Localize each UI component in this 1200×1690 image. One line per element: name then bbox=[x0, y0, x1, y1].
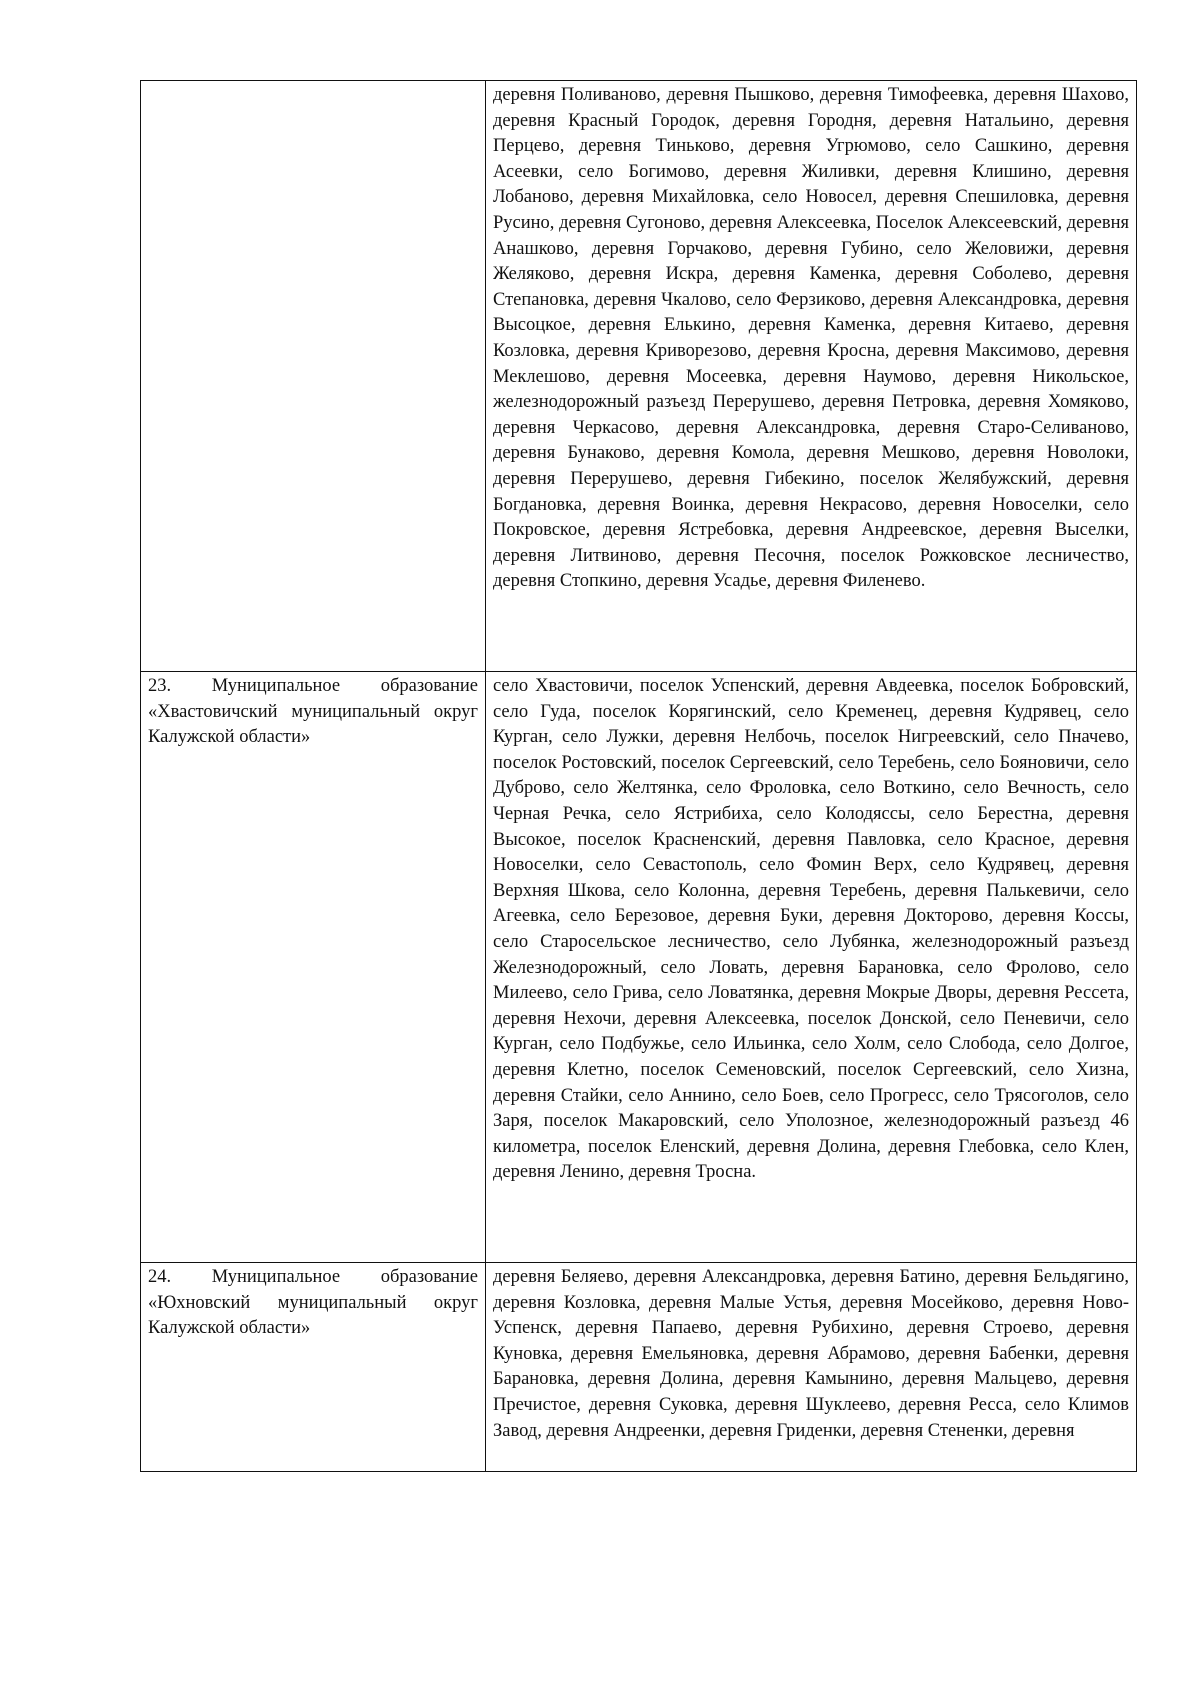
municipal-settlements-table bbox=[140, 80, 1137, 1472]
settlements-list-text: село Хвастовичи, поселок Успенский, деревня Авдеевка, поселок Бобровский, село Гуда, поселок Корягинский, село Кременец, деревня Кудрявец, село Курган, село Лужки, деревня Нелбочь, поселок Нигреевский, село Пначево, поселок Ростовский, поселок Сергеевский, село Теребень, село Бояновичи, село Дуброво, село Желтянка, село Фроловка, село Воткино, село Вечность, село Черная Речка, село Ястрибиха, село Колодяссы, село Берестна, деревня Высокое, поселок Красненский, деревня Павловка, село Красное, деревня Новоселки, село Севастополь, село Фомин Верх, село Кудрявец, деревня Верхняя Шкова, село Колонна, деревня Теребень, деревня Палькевичи, село Агеевка, село Березовое, деревня Буки, деревня Докторово, деревня Коссы, село Старосельское лесничество, село Лубянка, железнодорожный разъезд Железнодорожный, село Ловать, деревня Барановка, село Фролово, село Милеево, село Грива, село Ловатянка, деревня Мокрые Дворы, деревня Рессета, деревня Нехочи, деревня Алексеевка, поселок Донской, село Пеневичи, село Курган, село Подбужье, село Ильинка, село Холм, село Слобода, село Долгое, деревня Клетно, поселок Семеновский, поселок Сергеевский, село Хизна, деревня Стайки, село Аннино, село Боев, село Прогресс, село Трясоголов, село Заря, поселок Макаровский, село Уполозное, железнодорожный разъезд 46 километра, поселок Еленский, деревня Долина, деревня Глебовка, село Клен, деревня Ленино, деревня Тросна. bbox=[493, 676, 1129, 1183]
settlements-list-cell bbox=[486, 672, 1137, 1263]
settlements-list-cell bbox=[486, 81, 1137, 672]
settlements-list-text: деревня Беляево, деревня Александровка, деревня Батино, деревня Бельдягино, деревня Козловка, деревня Малые Устья, деревня Мосейково, деревня Ново-Успенск, деревня Папаево, деревня Рубихино, деревня Строево, деревня Куновка, деревня Емельяновка, деревня Абрамово, деревня Бабенки, деревня Барановка, деревня Долина, деревня Камынино, деревня Мальцево, деревня Пречистое, деревня Суковка, деревня Шуклеево, деревня Ресса, село Климов Завод, деревня Андреенки, деревня Гриденки, деревня Стененки, деревня bbox=[493, 1267, 1129, 1441]
table-row bbox=[141, 672, 1137, 1263]
municipality-name-cell bbox=[141, 81, 486, 672]
municipality-name-cell: 24. Муниципальное образование «Юхновский муниципальный округ Калужской области» bbox=[141, 1263, 486, 1472]
settlements-list-text: деревня Поливаново, деревня Пышково, деревня Тимофеевка, деревня Шахово, деревня Красный Городок, деревня Городня, деревня Натальино, деревня Перцево, деревня Тиньково, деревня Угрюмово, село Сашкино, деревня Асеевки, село Богимово, деревня Жиливки, деревня Клишино, деревня Лобаново, деревня Михайловка, село Новосел, деревня Спешиловка, деревня Русино, деревня Сугоново, деревня Алексеевка, Поселок Алексеевский, деревня Анашково, деревня Горчаково, деревня Губино, село Желовижи, деревня Желяково, деревня Искра, деревня Каменка, деревня Соболево, деревня Степановка, деревня Чкалово, село Ферзиково, деревня Александровка, деревня Высоцкое, деревня Елькино, деревня Каменка, деревня Китаево, деревня Козловка, деревня Криворезово, деревня Кросна, деревня Максимово, деревня Меклешово, деревня Мосеевка, деревня Наумово, деревня Никольское, железнодорожный разъезд Перерушево, деревня Петровка, деревня Хомяково, деревня Черкасово, деревня Александровка, деревня Старо-Селиваново, деревня Бунаково, деревня Комола, деревня Мешково, деревня Новолоки, деревня Перерушево, деревня Гибекино, поселок Желябужский, деревня Богдановка, деревня Воинка, деревня Некрасово, деревня Новоселки, село Покровское, деревня Ястребовка, деревня Андреевское, деревня Выселки, деревня Литвиново, деревня Песочня, поселок Рожковское лесничество, деревня Стопкино, деревня Усадье, деревня Филенево. bbox=[493, 85, 1129, 592]
municipality-name-cell: 23. Муниципальное образование «Хвастовичский муниципальный округ Калужской области» bbox=[141, 672, 486, 1263]
table-row bbox=[141, 81, 1137, 672]
table-row bbox=[141, 1263, 1137, 1472]
settlements-list-cell bbox=[486, 1263, 1137, 1472]
